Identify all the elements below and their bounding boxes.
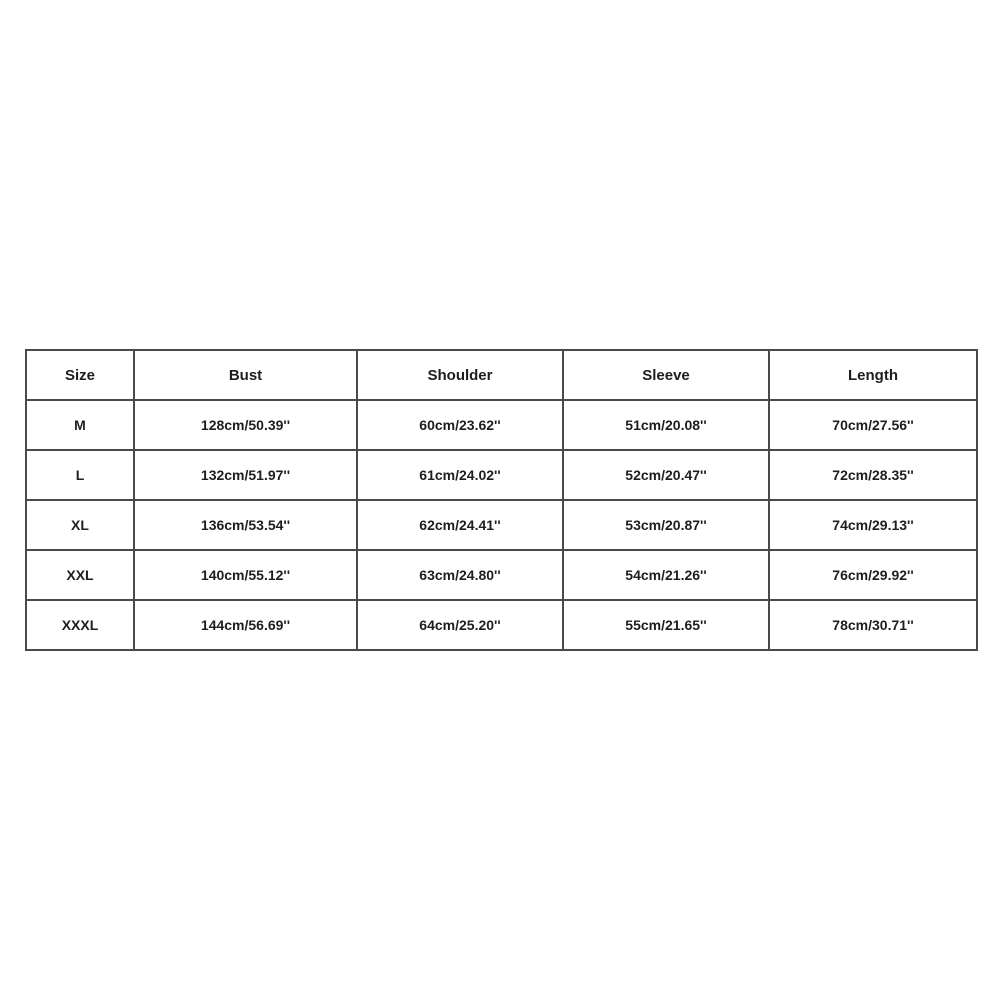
table-row [26, 450, 977, 500]
table-row [26, 600, 977, 650]
cell-size: XXL [26, 550, 134, 600]
cell-length: 74cm/29.13'' [769, 500, 977, 550]
cell-sleeve: 53cm/20.87'' [563, 500, 769, 550]
cell-shoulder: 60cm/23.62'' [357, 400, 563, 450]
cell-sleeve: 51cm/20.08'' [563, 400, 769, 450]
cell-shoulder: 61cm/24.02'' [357, 450, 563, 500]
table-row [26, 400, 977, 450]
header-sleeve: Sleeve [563, 350, 769, 400]
cell-sleeve: 54cm/21.26'' [563, 550, 769, 600]
table-row [26, 500, 977, 550]
cell-shoulder: 63cm/24.80'' [357, 550, 563, 600]
cell-sleeve: 55cm/21.65'' [563, 600, 769, 650]
size-chart-table [25, 349, 978, 651]
header-bust: Bust [134, 350, 357, 400]
table-header [26, 350, 977, 400]
cell-length: 78cm/30.71'' [769, 600, 977, 650]
header-size: Size [26, 350, 134, 400]
cell-length: 70cm/27.56'' [769, 400, 977, 450]
cell-size: M [26, 400, 134, 450]
table-body [26, 400, 977, 650]
cell-size: XL [26, 500, 134, 550]
cell-bust: 132cm/51.97'' [134, 450, 357, 500]
cell-bust: 136cm/53.54'' [134, 500, 357, 550]
table-row [26, 550, 977, 600]
header-shoulder: Shoulder [357, 350, 563, 400]
cell-bust: 140cm/55.12'' [134, 550, 357, 600]
header-row [26, 350, 977, 400]
cell-length: 72cm/28.35'' [769, 450, 977, 500]
cell-bust: 144cm/56.69'' [134, 600, 357, 650]
cell-bust: 128cm/50.39'' [134, 400, 357, 450]
cell-size: XXXL [26, 600, 134, 650]
cell-shoulder: 64cm/25.20'' [357, 600, 563, 650]
cell-length: 76cm/29.92'' [769, 550, 977, 600]
cell-shoulder: 62cm/24.41'' [357, 500, 563, 550]
cell-sleeve: 52cm/20.47'' [563, 450, 769, 500]
cell-size: L [26, 450, 134, 500]
header-length: Length [769, 350, 977, 400]
